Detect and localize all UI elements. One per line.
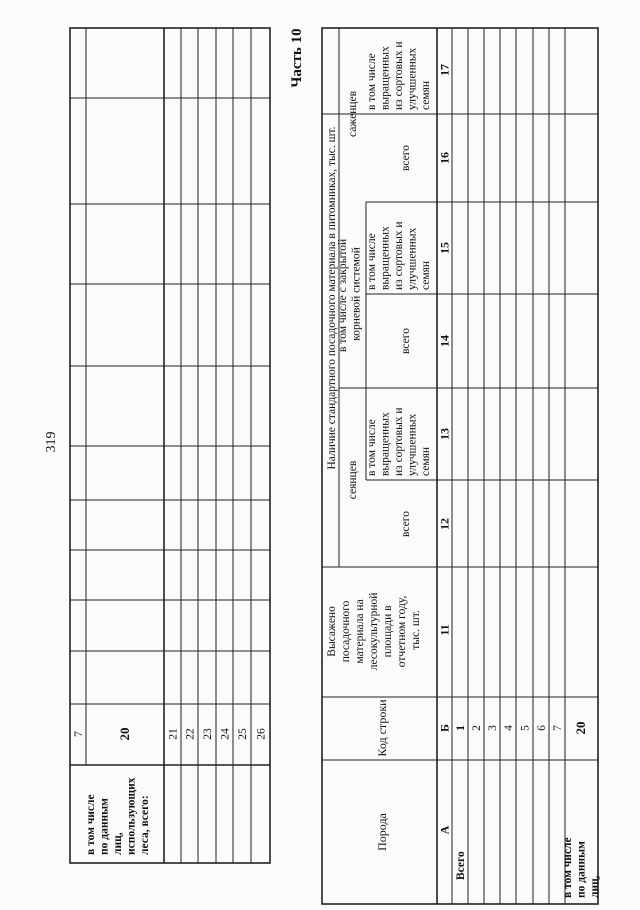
planted-line: площади в bbox=[382, 605, 394, 658]
improved-line: выращенных bbox=[379, 412, 392, 476]
improved-line: в том числе bbox=[366, 419, 378, 476]
row-code: 2 bbox=[471, 725, 483, 731]
col-num: 11 bbox=[437, 624, 452, 636]
upper-row-label-line: в том числе bbox=[85, 794, 97, 855]
col-num: 13 bbox=[437, 428, 452, 440]
row-code: 1 bbox=[455, 725, 467, 731]
row-code: 5 bbox=[519, 725, 532, 731]
bottom-row-code: 20 bbox=[573, 721, 588, 735]
improved-line: в том числе bbox=[366, 53, 378, 110]
row-code: 4 bbox=[503, 725, 515, 731]
planted-line: отчетном году, bbox=[396, 595, 408, 668]
col-num: 12 bbox=[437, 518, 452, 530]
planted-line: тыс. шт. bbox=[410, 610, 422, 650]
planted-label bbox=[326, 590, 422, 671]
improved-line: семян bbox=[420, 80, 432, 110]
improved-line: выращенных bbox=[379, 226, 392, 290]
improved-line: улучшенных bbox=[406, 47, 419, 110]
col-num: Б bbox=[437, 724, 452, 732]
total-label: всего bbox=[400, 145, 412, 171]
upper-row-code: 24 bbox=[219, 728, 232, 740]
bottom-row-label-line: в том числе bbox=[562, 837, 574, 898]
upper-row-label bbox=[85, 775, 151, 855]
lower-table bbox=[322, 28, 601, 904]
improved-label bbox=[366, 219, 432, 290]
upper-row-label-line: лиц, bbox=[112, 832, 124, 855]
bottom-row-label-line: лиц, bbox=[589, 875, 601, 898]
upper-col-label-7: 7 bbox=[71, 731, 85, 737]
upper-row-label-line: леса, всего: bbox=[139, 795, 151, 855]
total-row-label: Всего bbox=[455, 851, 467, 880]
saplings-label: саженцев bbox=[347, 90, 359, 138]
upper-row-code: 25 bbox=[237, 728, 249, 740]
improved-line: из сортовых и bbox=[393, 407, 405, 476]
total-label: всего bbox=[400, 328, 412, 354]
code-header: Код строки bbox=[375, 699, 389, 757]
col-num: 15 bbox=[437, 242, 452, 254]
row-code: 3 bbox=[487, 725, 499, 731]
improved-line: выращенных bbox=[379, 46, 392, 110]
upper-row-code: 22 bbox=[184, 728, 197, 740]
planted-line: посадочного bbox=[340, 600, 352, 663]
closed-root-label bbox=[337, 236, 363, 352]
col-num: 16 bbox=[437, 152, 452, 164]
improved-line: в том числе bbox=[366, 233, 378, 290]
improved-label bbox=[366, 39, 432, 110]
bottom-row-label bbox=[562, 835, 601, 898]
group-header: Наличие стандартного посадочного материала в питомниках, тыс. шт. bbox=[326, 126, 338, 470]
page-number: 319 bbox=[44, 431, 59, 453]
row-code: 7 bbox=[552, 725, 564, 731]
upper-row-code-20: 20 bbox=[117, 727, 132, 741]
closed-root-line: в том числе с закрытой bbox=[337, 238, 349, 352]
improved-line: из сортовых и bbox=[393, 41, 405, 110]
upper-table bbox=[70, 28, 270, 863]
total-label: всего bbox=[400, 511, 412, 537]
breed-header: Порода bbox=[375, 813, 389, 851]
col-num: 17 bbox=[437, 64, 452, 76]
improved-line: улучшенных bbox=[406, 413, 419, 476]
col-num: А bbox=[437, 825, 452, 835]
upper-row-code: 21 bbox=[167, 728, 180, 740]
planted-line: лесокультурной bbox=[368, 592, 380, 671]
improved-line: семян bbox=[420, 260, 432, 290]
bottom-row-label-line: по данным bbox=[575, 841, 588, 898]
planted-line: материала на bbox=[354, 599, 366, 664]
improved-line: из сортовых и bbox=[393, 221, 405, 290]
upper-row-code: 26 bbox=[255, 728, 268, 740]
improved-line: семян bbox=[420, 446, 432, 476]
upper-row-code: 23 bbox=[202, 728, 214, 740]
upper-row-label-line: использующих bbox=[125, 777, 138, 855]
seedlings-label: сеянцев bbox=[347, 460, 359, 500]
part-label: Часть 10 bbox=[289, 28, 305, 88]
row-code: 6 bbox=[536, 725, 548, 731]
closed-root-line: корневой системой bbox=[350, 247, 363, 341]
improved-line: улучшенных bbox=[406, 227, 419, 290]
improved-label bbox=[366, 405, 432, 476]
upper-row-label-line: по данным bbox=[98, 798, 111, 855]
col-num: 14 bbox=[437, 335, 452, 347]
planted-line: Высажено bbox=[326, 606, 338, 657]
